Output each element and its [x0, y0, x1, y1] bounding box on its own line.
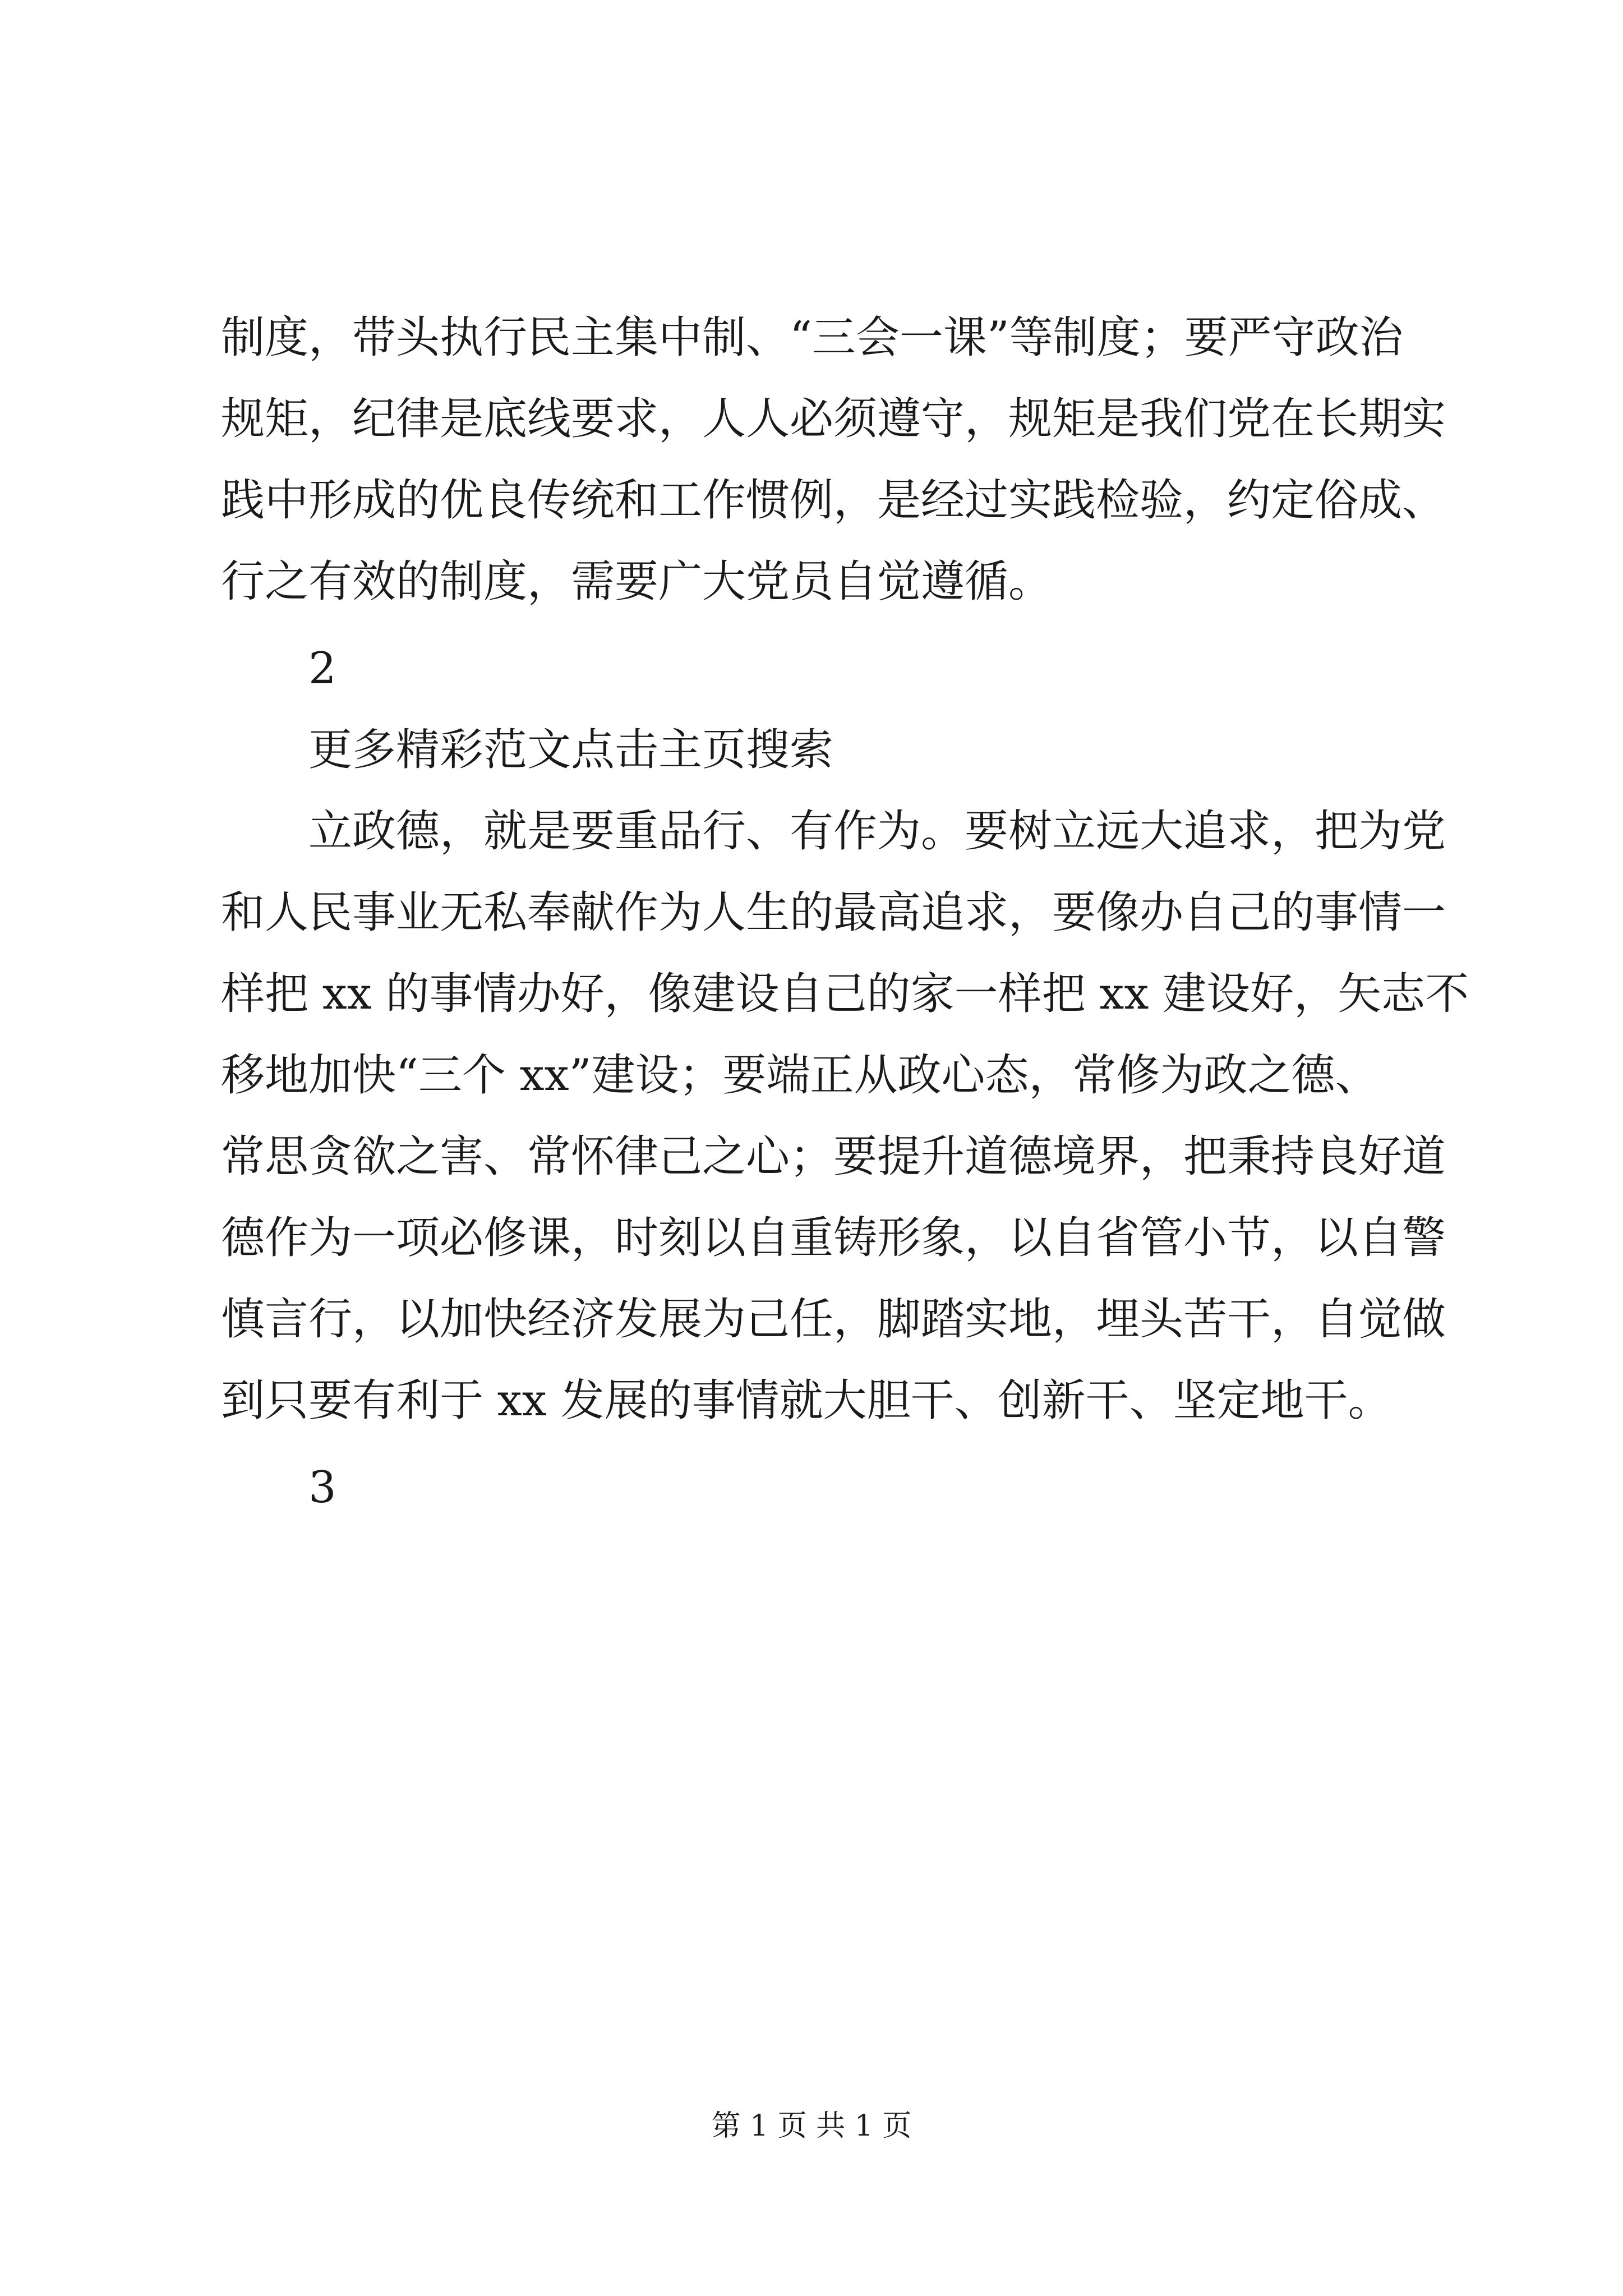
paragraph-2	[221, 791, 1469, 1442]
paragraph-1	[221, 297, 1444, 623]
more-articles-link[interactable]: 更多精彩范文点击主页搜索	[308, 725, 834, 775]
text-line: 到只要有利于 xx 发展的事情就大胆干、创新干、坚定地干。	[221, 1375, 1392, 1426]
text-line: 和人民事业无私奉献作为人生的最高追求，要像办自己的事情一	[221, 887, 1446, 938]
text-line: 慎言行，以加快经济发展为己任，脚踏实地，埋头苦干，自觉做	[221, 1294, 1446, 1345]
text-line: 移地加快“三个 xx”建设；要端正从政心态，常修为政之德、	[221, 1050, 1379, 1101]
section-number-3: 3	[308, 1462, 336, 1513]
text-line: 德作为一项必修课，时刻以自重铸形象，以自省管小节，以自警	[221, 1213, 1446, 1263]
section-number-2: 2	[308, 643, 336, 694]
text-line: 立政德，就是要重品行、有作为。要树立远大追求，把为党	[308, 806, 1446, 857]
text-line: 行之有效的制度，需要广大党员自觉遵循。	[221, 556, 1053, 607]
page-footer: 第 1 页 共 1 页	[711, 2109, 912, 2143]
text-line: 常思贪欲之害、常怀律己之心；要提升道德境界，把秉持良好道	[221, 1131, 1446, 1182]
text-line: 样把 xx 的事情办好，像建设自己的家一样把 xx 建设好，矢志不	[221, 969, 1469, 1019]
text-line: 践中形成的优良传统和工作惯例，是经过实践检验，约定俗成、	[221, 475, 1446, 526]
text-line: 规矩，纪律是底线要求，人人必须遵守，规矩是我们党在长期实	[221, 394, 1446, 444]
text-line: 制度，带头执行民主集中制、“三会一课”等制度；要严守政治	[221, 312, 1403, 363]
